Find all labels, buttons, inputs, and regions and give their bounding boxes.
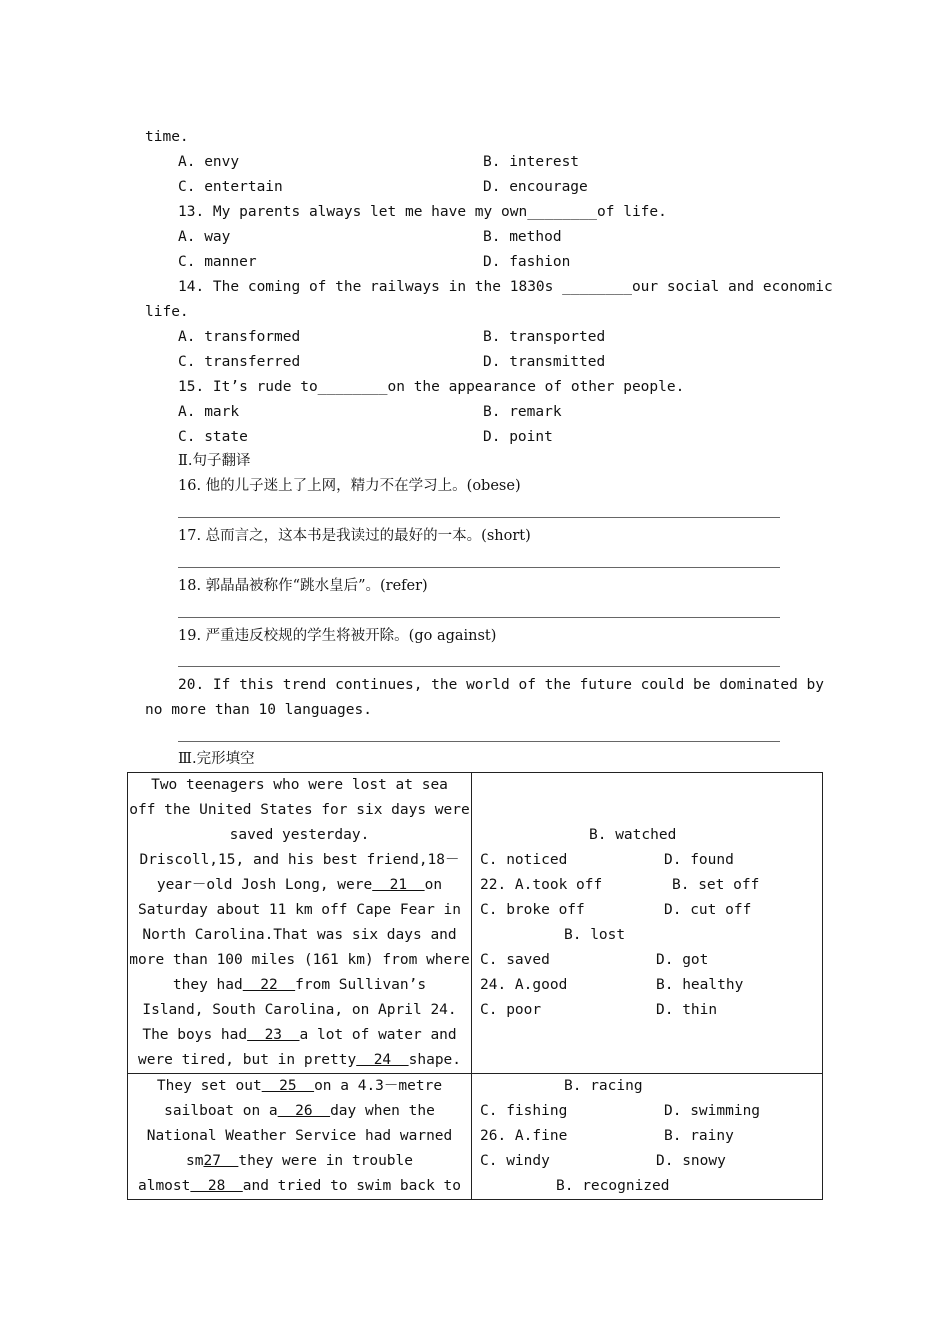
passage-line: [128, 973, 471, 998]
q14-stem-line1: 14. The coming of the railways in the 1830s ________our social and economic: [178, 279, 833, 295]
option: C. noticed: [480, 852, 568, 868]
option: 24. A.good: [480, 977, 568, 993]
translation-item-18: 18. 郭晶晶被称作“跳水皇后”。(refer): [178, 578, 428, 594]
passage-line: [128, 1099, 471, 1124]
passage-line: more than 100 miles (161 km) from where: [129, 952, 470, 968]
q15-option-d: D. point: [483, 429, 553, 445]
passage-text: they were in trouble: [238, 1153, 413, 1169]
passage-line: [128, 873, 471, 898]
passage-line: [128, 1149, 471, 1174]
option: C. saved: [480, 952, 550, 968]
q15-stem: 15. It’s rude to________on the appearance of other people.: [178, 379, 685, 395]
q14-option-d: D. transmitted: [483, 354, 606, 370]
passage-text: a lot of water and: [299, 1027, 457, 1043]
q14-option-c: C. transferred: [178, 354, 301, 370]
q12-option-a: A. envy: [178, 154, 240, 170]
answer-line-19: [178, 666, 780, 667]
cloze-row-2: [128, 1074, 823, 1200]
q13-option-c: C. manner: [178, 254, 257, 270]
option: B. watched: [589, 827, 677, 843]
passage-text: sailboat on a: [164, 1103, 278, 1119]
passage-line: Saturday about 11 km off Cape Fear in: [137, 902, 461, 918]
q14-stem-line2: life.: [145, 304, 189, 320]
translation-item-20-line2: no more than 10 languages.: [145, 702, 372, 718]
passage-text: from Sullivan’s: [295, 977, 427, 993]
translation-item-20-line1: 20. If this trend continues, the world of the future could be dominated by: [178, 677, 825, 693]
translation-item-19: 19. 严重违反校规的学生将被开除。(go against): [178, 628, 497, 644]
passage-line: [128, 1074, 471, 1099]
option: B. healthy: [656, 977, 744, 993]
option: B. recognized: [556, 1178, 670, 1194]
q15-option-b: B. remark: [483, 404, 562, 420]
answer-line-16: [178, 517, 780, 518]
blank-26: 26: [277, 1103, 331, 1119]
passage-text: They set out: [156, 1078, 262, 1094]
option: B. set off: [672, 877, 760, 893]
passage-line: off the United States for six days were: [129, 802, 470, 818]
blank-28: 28: [190, 1178, 243, 1194]
q12-option-c: C. entertain: [178, 179, 283, 195]
option: D. got: [656, 952, 709, 968]
q15-option-c: C. state: [178, 429, 248, 445]
answer-line-20: [178, 741, 780, 742]
q14-option-a: A. transformed: [178, 329, 301, 345]
option: C. broke off: [480, 902, 585, 918]
option: B. racing: [564, 1078, 643, 1094]
passage-line: North Carolina.That was six days and: [142, 927, 457, 943]
cloze-table: [127, 772, 823, 1200]
cloze-options-cell-2: [472, 1074, 823, 1200]
blank-23: 23: [247, 1027, 300, 1043]
option: 26. A.fine: [480, 1128, 568, 1144]
q13-option-a: A. way: [178, 229, 231, 245]
blank-27: 27: [203, 1153, 239, 1169]
cloze-passage-cell-2: [128, 1074, 472, 1200]
passage-line: saved yesterday.: [229, 827, 370, 843]
section3-heading: Ⅲ.完形填空: [178, 751, 255, 767]
blank-24: 24: [356, 1052, 409, 1068]
option: C. poor: [480, 1002, 542, 1018]
passage-line: Driscoll,15, and his best friend,18－: [139, 852, 460, 868]
blank-22: 22: [242, 977, 296, 993]
answer-line-17: [178, 567, 780, 568]
option: C. fishing: [480, 1103, 568, 1119]
q12-option-b: B. interest: [483, 154, 580, 170]
translation-item-16: 16. 他的儿子迷上了上网，精力不在学习上。(obese): [178, 478, 521, 494]
option: D. swimming: [664, 1103, 761, 1119]
passage-text: almost: [137, 1178, 191, 1194]
passage-text: on: [424, 877, 443, 893]
cloze-options-cell-1: [472, 773, 823, 1074]
option: D. thin: [656, 1002, 718, 1018]
q12-option-d: D. encourage: [483, 179, 588, 195]
q12-tail: time.: [145, 129, 189, 145]
blank-21: 21: [372, 877, 425, 893]
q15-option-a: A. mark: [178, 404, 240, 420]
q13-option-b: B. method: [483, 229, 562, 245]
passage-text: on a 4.3－metre: [314, 1078, 443, 1094]
passage-text: shape.: [408, 1052, 462, 1068]
passage-text: year－old Josh Long, were: [156, 877, 373, 893]
passage-text: they had: [172, 977, 243, 993]
q13-option-d: D. fashion: [483, 254, 571, 270]
cloze-row-1: [128, 773, 823, 1074]
passage-text: The boys had: [142, 1027, 248, 1043]
option: D. found: [664, 852, 734, 868]
option: D. cut off: [664, 902, 752, 918]
passage-line: [128, 1174, 471, 1199]
translation-item-17: 17. 总而言之，这本书是我读过的最好的一本。(short): [178, 528, 531, 544]
q14-option-b: B. transported: [483, 329, 606, 345]
passage-text: day when the: [330, 1103, 435, 1119]
passage-text: and tried to swim back to: [242, 1178, 462, 1194]
passage-text: were tired, but in pretty: [137, 1052, 357, 1068]
passage-line: [128, 1048, 471, 1073]
passage-line: [128, 1023, 471, 1048]
option: B. rainy: [664, 1128, 734, 1144]
passage-line: Two teenagers who were lost at sea: [151, 777, 448, 793]
q13-stem: 13. My parents always let me have my own________of life.: [178, 204, 667, 220]
cloze-passage-cell-1: [128, 773, 472, 1074]
option: B. lost: [564, 927, 626, 943]
option: C. windy: [480, 1153, 550, 1169]
passage-text: sm: [186, 1153, 204, 1169]
option: 22. A.took off: [480, 877, 603, 893]
blank-25: 25: [261, 1078, 315, 1094]
answer-line-18: [178, 617, 780, 618]
section2-heading: Ⅱ.句子翻译: [178, 453, 251, 469]
passage-line: National Weather Service had warned: [146, 1128, 453, 1144]
option: D. snowy: [656, 1153, 726, 1169]
passage-line: Island, South Carolina, on April 24.: [142, 1002, 457, 1018]
